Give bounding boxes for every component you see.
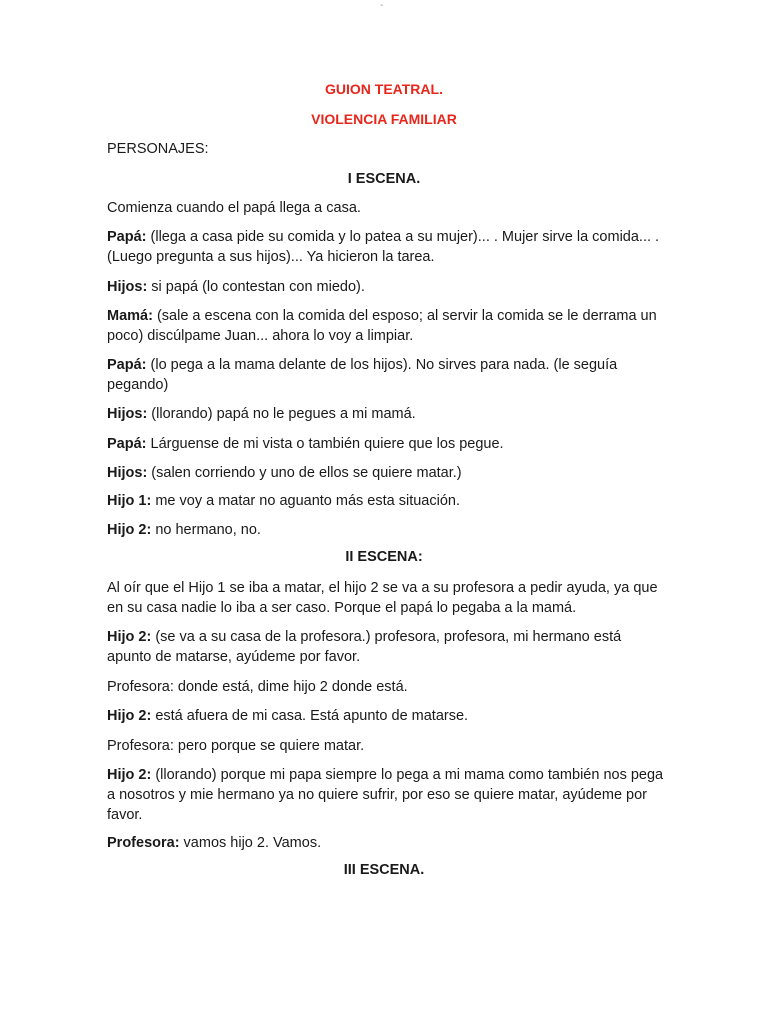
dialogue-text: (lo pega a la mama delante de los hijos). No sirves para nada. (le seguía pegando) <box>107 357 618 393</box>
speaker-name: Hijos: <box>107 465 148 481</box>
scene-1-heading: I ESCENA. <box>347 171 421 187</box>
dialogue-text: no hermano, no. <box>151 522 261 538</box>
speaker-name: Papá: <box>107 229 147 245</box>
speaker-name: Hijos: <box>107 279 148 295</box>
dialogue-line <box>107 227 667 267</box>
dialogue-text: vamos hijo 2. Vamos. <box>179 835 322 851</box>
dialogue-line <box>107 277 667 297</box>
dialogue-line <box>107 306 667 346</box>
speaker-name: Papá: <box>107 436 147 452</box>
speaker-name: Hijo 2: <box>107 629 152 645</box>
dialogue-text: (sale a escena con la comida del esposo; al servir la comida se le derrama un poco) discúlpame Juan... ahora lo voy a limpiar. <box>107 308 657 344</box>
speaker-name: Hijo 2: <box>107 708 152 724</box>
plain-line: Profesora: donde está, dime hijo 2 donde está. <box>107 679 408 695</box>
dialogue-text: está afuera de mi casa. Está apunto de matarse. <box>151 708 469 724</box>
dialogue-text: (llorando) porque mi papa siempre lo pega a mi mama como también nos pega a nosotros y mie hermano ya no quiere sufrir, por eso se quiere matar, ayúdeme por favor. <box>107 767 664 823</box>
speaker-name: Mamá: <box>107 308 153 324</box>
dialogue-line <box>107 520 667 540</box>
personajes-label: PERSONAJES: <box>107 141 209 157</box>
speaker-name: Hijo 1: <box>107 493 152 509</box>
dialogue-line <box>107 491 667 511</box>
speaker-name: Papá: <box>107 357 147 373</box>
plain-line: Profesora: pero porque se quiere matar. <box>107 738 365 754</box>
dialogue-line <box>107 355 667 395</box>
top-mark: - <box>380 0 384 11</box>
scene-1-intro: Comienza cuando el papá llega a casa. <box>107 200 361 216</box>
dialogue-text: Lárguense de mi vista o también quiere que los pegue. <box>146 436 504 452</box>
speaker-name: Profesora: <box>107 835 180 851</box>
speaker-name: Hijo 2: <box>107 522 152 538</box>
dialogue-text: me voy a matar no aguanto más esta situación. <box>151 493 461 509</box>
speaker-name: Hijos: <box>107 406 148 422</box>
dialogue-line <box>107 627 667 667</box>
dialogue-line <box>107 434 667 454</box>
dialogue-text: (salen corriendo y uno de ellos se quiere matar.) <box>147 465 462 481</box>
speaker-name: Hijo 2: <box>107 767 152 783</box>
dialogue-text: si papá (lo contestan con miedo). <box>147 279 365 295</box>
dialogue-line <box>107 463 667 483</box>
dialogue-text: (llega a casa pide su comida y lo patea a su mujer)... . Mujer sirve la comida... . (Luego pregunta a sus hijos)... Ya hicieron la tarea. <box>107 229 660 265</box>
document-title: GUION TEATRAL. <box>325 81 443 97</box>
scene-2-heading: II ESCENA: <box>345 549 423 565</box>
dialogue-text: (se va a su casa de la profesora.) profesora, profesora, mi hermano está apunto de matarse, ayúdeme por favor. <box>107 629 622 665</box>
scene-2-intro: Al oír que el Hijo 1 se iba a matar, el hijo 2 se va a su profesora a pedir ayuda, ya que en su casa nadie lo iba a ser caso. Porque el papá lo pegaba a la mamá. <box>107 580 658 616</box>
dialogue-line <box>107 404 667 424</box>
dialogue-line <box>107 765 667 825</box>
dialogue-line <box>107 706 667 726</box>
dialogue-line <box>107 833 667 853</box>
scene-3-heading: III ESCENA. <box>343 862 425 878</box>
dialogue-text: (llorando) papá no le pegues a mi mamá. <box>147 406 416 422</box>
document-subtitle: VIOLENCIA FAMILIAR <box>311 111 457 127</box>
